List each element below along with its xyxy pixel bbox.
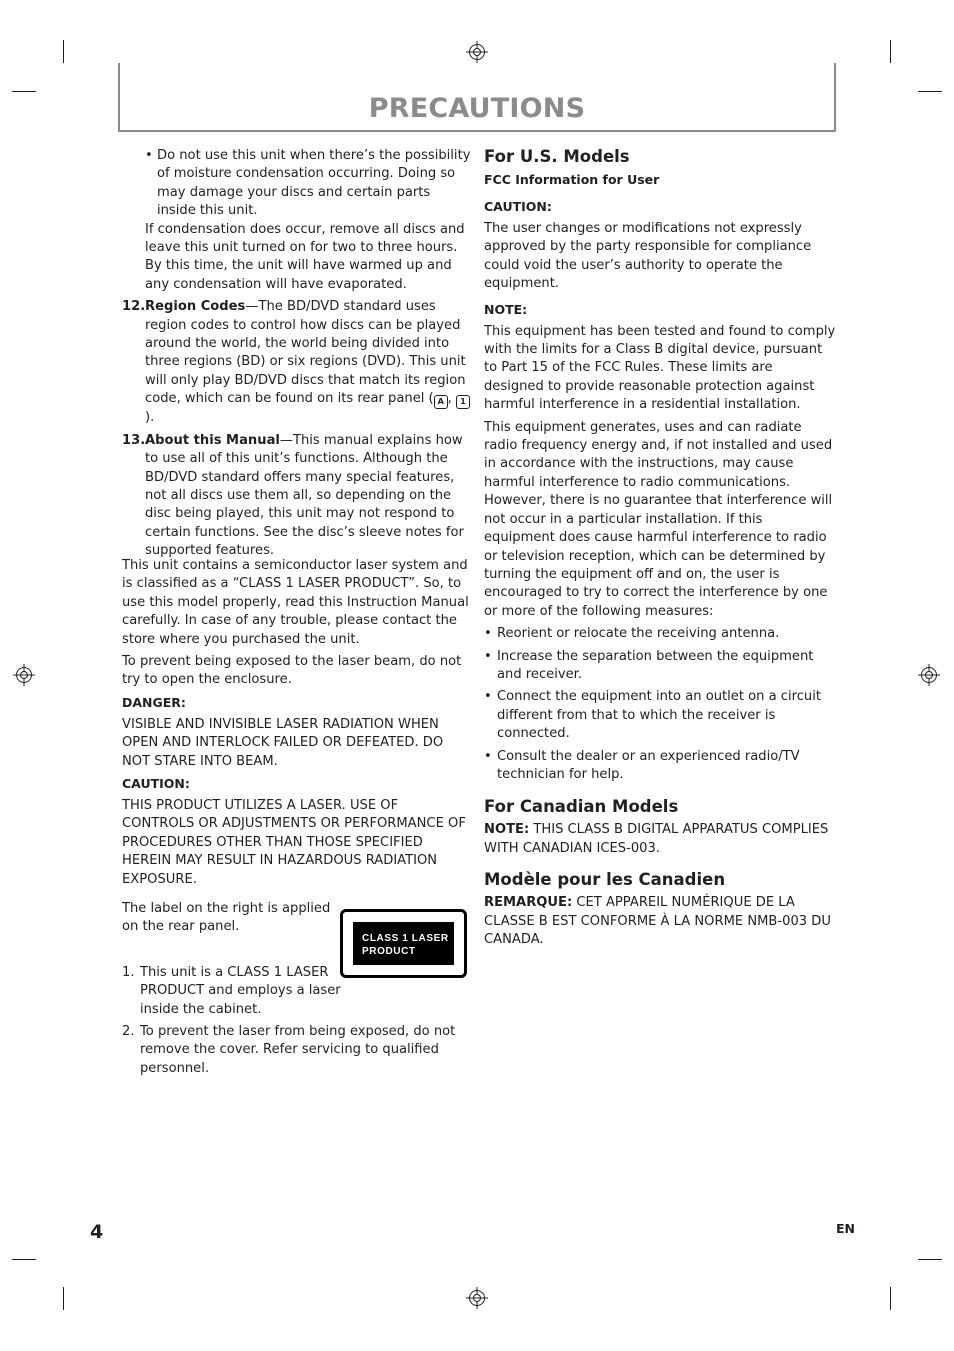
- right-column: [484, 146, 836, 953]
- moisture-text: Do not use this unit when there’s the possibility of moisture condensation occurring. Doing so may damage your discs and certain parts inside this unit.: [157, 148, 471, 219]
- item-title: Region Codes: [145, 299, 246, 315]
- note-label: NOTE:: [484, 822, 530, 838]
- note-heading: NOTE:: [484, 301, 528, 317]
- crop-mark: [918, 1259, 942, 1260]
- list-text: To prevent the laser from being exposed, do not remove the cover. Refer servicing to qualified personnel.: [140, 1024, 456, 1076]
- item-number: 13.: [122, 432, 146, 448]
- registration-mark-icon: [469, 44, 485, 60]
- item-text-end: ).: [145, 410, 155, 426]
- list-item: [122, 432, 472, 561]
- crop-mark: [12, 1259, 36, 1260]
- caution-text: The user changes or modifications not expressly approved by the party responsible for compliance could void the user’s authority to operate the equipment.: [484, 221, 812, 292]
- fcc-heading: FCC Information for User: [484, 172, 660, 187]
- bullet-icon: •: [484, 648, 492, 664]
- bd-region-icon: A: [434, 395, 448, 409]
- crop-mark: [890, 1287, 891, 1310]
- page-title: PRECAUTIONS: [368, 93, 586, 124]
- list-item: [122, 1023, 474, 1078]
- language-tag: EN: [836, 1221, 856, 1236]
- registration-mark-icon: [16, 667, 32, 683]
- list-number: 2.: [122, 1024, 135, 1039]
- note-text: This equipment has been tested and found to comply with the limits for a Class B digital device, pursuant to Part 15 of the FCC Rules. These limits are designed to provide reasonable protection against harmful interference in a residential installation.: [484, 323, 836, 413]
- measure-text: Increase the separation between the equipment and receiver.: [497, 648, 814, 682]
- caution-text: THIS PRODUCT UTILIZES A LASER. USE OF CONTROLS OR ADJUSTMENTS OR PERFORMANCE OF PROCEDURES OTHER THAN THOSE SPECIFIED HEREIN MAY RESULT IN HAZARDOUS RADIATION EXPOSURE.: [122, 798, 466, 887]
- crop-mark: [918, 91, 942, 92]
- item-number: 12.: [122, 299, 146, 315]
- crop-mark: [63, 1287, 64, 1310]
- list-item: 12. Region Codes—The BD/DVD standard uses region codes to control how discs can be played around the world, the world being divided into three regions (BD) or six regions (DVD). This unit will only play BD/DVD discs that match its region code, which can be found on its rear panel ( A , 1).: [122, 298, 472, 427]
- laser-list: [122, 964, 377, 1023]
- list-item: [484, 648, 836, 685]
- danger-text: VISIBLE AND INVISIBLE LASER RADIATION WHEN OPEN AND INTERLOCK FAILED OR DEFEATED. DO NOT STARE INTO BEAM.: [122, 716, 444, 769]
- danger-heading: DANGER:: [122, 694, 186, 710]
- label-paragraph: The label on the right is applied on the rear panel.: [122, 901, 331, 935]
- list-item: [484, 688, 836, 743]
- laser-label-line: PRODUCT: [362, 945, 416, 957]
- remarque-label: REMARQUE:: [484, 895, 573, 911]
- title-box: [118, 63, 836, 132]
- page-number: 4: [90, 1221, 104, 1243]
- bullet-icon: •: [145, 148, 153, 163]
- measure-text: Reorient or relocate the receiving antenna.: [497, 626, 780, 642]
- list-item: [484, 748, 836, 785]
- left-column-laser: [122, 557, 474, 893]
- measure-text: Connect the equipment into an outlet on a circuit different from that to which the receiver is connected.: [497, 689, 821, 742]
- crop-mark: [890, 40, 891, 63]
- note-text: This equipment generates, uses and can radiate radio frequency energy and, if not installed and used in accordance with the instructions, may cause harmful interference to radio communications. However, there is no guarantee that interference will not occur in a particular installation. If this equipment does cause harmful interference to radio or television reception, which can be determined by turning the equipment off and on, the user is encouraged to try to correct the interference by one or more of the following measures:: [484, 419, 833, 619]
- list-item: [145, 147, 472, 221]
- bullet-icon: •: [484, 626, 492, 642]
- caution-heading: CAUTION:: [484, 199, 552, 214]
- condensation-paragraph: If condensation does occur, remove all discs and leave this unit turned on for two to three hours. By this time, the unit will have warmed up and any condensation will have evaporated.: [145, 221, 465, 292]
- laser-label-line: CLASS 1 LASER: [362, 933, 449, 944]
- item-title: About this Manual: [145, 432, 280, 448]
- laser-list: [122, 1023, 474, 1082]
- measure-text: Consult the dealer or an experienced radio/TV technician for help.: [497, 748, 800, 782]
- list-item: [122, 964, 377, 1019]
- french-heading: Modèle pour les Canadien: [484, 870, 726, 890]
- french-note: [484, 894, 836, 949]
- item-text: —This manual explains how to use all of this unit’s functions. Although the BD/DVD standard offers many special features, not all discs use them all, so depending on the disc being played, this unit may not respond to certain functions. See the disc’s sleeve notes for supported features.: [145, 432, 464, 559]
- dvd-region-icon: 1: [456, 395, 470, 409]
- bullet-icon: •: [484, 689, 492, 705]
- list-text: This unit is a CLASS 1 LASER PRODUCT and employs a laser inside the cabinet.: [140, 965, 341, 1017]
- canada-note: [484, 821, 836, 858]
- list-item: [484, 625, 836, 643]
- registration-mark-icon: [921, 667, 937, 683]
- caution-heading: CAUTION:: [122, 776, 190, 792]
- laser-paragraph: This unit contains a semiconductor laser system and is classified as a “CLASS 1 LASER PRODUCT”. So, to use this model properly, read this Instruction Manual carefully. In case of any trouble, please contact the store where you purchased the unit.: [122, 558, 469, 647]
- crop-mark: [63, 40, 64, 63]
- remarque-body: CET APPAREIL NUMÉRIQUE DE LA CLASSE B EST CONFORME À LA NORME NMB-003 DU CANADA.: [484, 895, 831, 947]
- left-column-top: [122, 147, 472, 565]
- note-body: THIS CLASS B DIGITAL APPARATUS COMPLIES WITH CANADIAN ICES-003.: [484, 822, 829, 856]
- canada-heading: For Canadian Models: [484, 797, 679, 817]
- crop-mark: [12, 91, 36, 92]
- list-number: 1.: [122, 965, 135, 980]
- label-note: [122, 900, 332, 941]
- bullet-icon: •: [484, 748, 492, 764]
- item-text: —The BD/DVD standard uses region codes to control how discs can be played around the world, the world being divided into three regions (BD) or six regions (DVD). This unit will only play BD/DVD discs that match its region code, which can be found on its rear panel (: [145, 299, 466, 407]
- us-heading: For U.S. Models: [484, 147, 630, 166]
- laser-paragraph: To prevent being exposed to the laser beam, do not try to open the enclosure.: [122, 654, 462, 688]
- registration-mark-icon: [469, 1290, 485, 1306]
- laser-label-inner: [353, 922, 454, 965]
